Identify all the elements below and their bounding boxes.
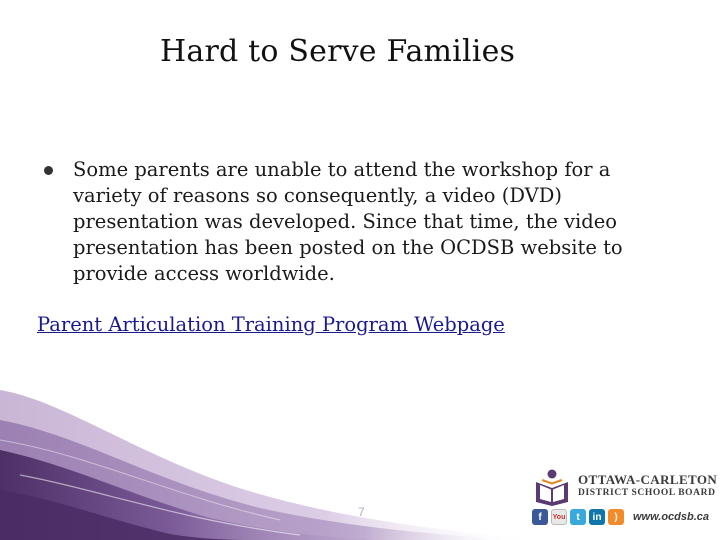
parent-articulation-link[interactable]: Parent Articulation Training Program Webpage xyxy=(37,313,505,336)
bullet-text: Some parents are unable to attend the workshop for a variety of reasons so consequently, a video (DVD) presentation was developed. Since that time, the video presentation has been posted on the OCDSB website to provide access worldwide. xyxy=(73,158,623,285)
rss-icon[interactable]: ) xyxy=(608,509,624,525)
linkedin-icon[interactable]: in xyxy=(589,509,605,525)
ocdsb-logo xyxy=(532,466,718,536)
twitter-icon[interactable]: t xyxy=(570,509,586,525)
website-url[interactable]: www.ocdsb.ca xyxy=(633,511,710,523)
social-links xyxy=(532,508,709,526)
bullet-item xyxy=(40,157,680,287)
logo-line2: DISTRICT SCHOOL BOARD xyxy=(578,488,716,498)
facebook-icon[interactable]: f xyxy=(532,509,548,525)
logo-line1: OTTAWA-CARLETON xyxy=(578,472,718,487)
school-board-emblem-icon xyxy=(532,466,572,506)
bullet-dot-icon xyxy=(44,166,53,175)
page-number: 7 xyxy=(358,505,365,519)
slide-title: Hard to Serve Families xyxy=(160,34,516,69)
youtube-icon[interactable]: You xyxy=(551,509,567,525)
